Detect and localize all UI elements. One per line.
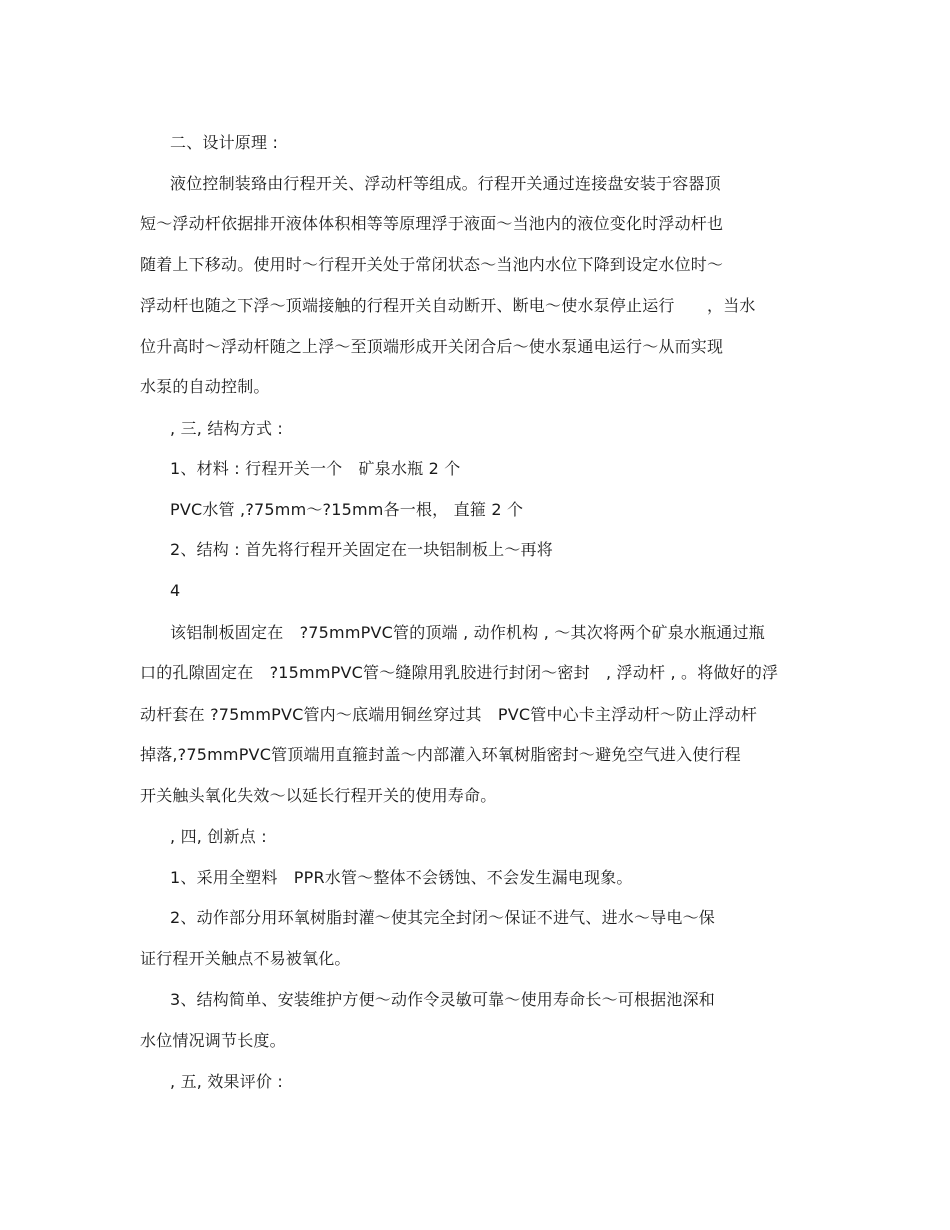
paragraph-line: 随着上下移动。使用时～行程开关处于常闭状态～当池内水位下降到设定水位时～ (140, 255, 724, 274)
paragraph-line: 浮动杆也随之下浮～顶端接触的行程开关自动断开、断电～使水泵停止运行 ，当水 (140, 296, 756, 315)
paragraph-line: 短～浮动杆依据排开液体体积相等等原理浮于液面～当池内的液位变化时浮动杆也 (140, 214, 724, 233)
paragraph-line: 1、采用全塑料 PPR水管～整体不会锈蚀、不会发生漏电现象。 (170, 868, 633, 887)
paragraph-line: 开关触头氧化失效～以延长行程开关的使用寿命。 (140, 786, 497, 805)
section-heading-innovation: , 四, 创新点 : (170, 827, 267, 846)
section-heading-evaluation: , 五, 效果评价 : (170, 1072, 284, 1091)
paragraph-line: 证行程开关触点不易被氧化。 (140, 949, 351, 968)
paragraph-line: 水泵的自动控制。 (140, 377, 270, 396)
paragraph-line: 2、动作部分用环氧树脂封灌～使其完全封闭～保证不进气、进水～导电～保 (170, 908, 715, 927)
paragraph-line: 液位控制装臵由行程开关、浮动杆等组成。行程开关通过连接盘安装于容器顶 (170, 174, 721, 193)
paragraph-line: 3、结构简单、安装维护方便～动作令灵敏可靠～使用寿命长～可根据池深和 (170, 990, 715, 1009)
page-number: 4 (170, 581, 181, 600)
paragraph-line: PVC水管 ,?75mm～?15mm各一根， 直箍 2 个 (170, 500, 524, 519)
paragraph-line: 水位情况调节长度。 (140, 1031, 286, 1050)
paragraph-line: 位升高时～浮动杆随之上浮～至顶端形成开关闭合后～使水泵通电运行～从而实现 (140, 337, 724, 356)
paragraph-line: 该铝制板固定在 ?75mmPVC管的顶端 , 动作机构 , ～其次将两个矿泉水瓶通过瓶 (170, 623, 765, 642)
paragraph-line: 动杆套在 ?75mmPVC管内～底端用铜丝穿过其 PVC管中心卡主浮动杆～防止浮动杆 (140, 705, 758, 724)
paragraph-line: 掉落,?75mmPVC管顶端用直箍封盖～内部灌入环氧树脂密封～避免空气进入使行程 (140, 745, 741, 764)
paragraph-line: 2、结构 : 首先将行程开关固定在一块铝制板上～再将 (170, 540, 553, 559)
paragraph-line: 1、材料 : 行程开关一个 矿泉水瓶 2 个 (170, 459, 461, 478)
section-heading-design-principle: 二、设计原理 : (170, 133, 279, 152)
paragraph-line: 口的孔隙固定在 ?15mmPVC管～缝隙用乳胶进行封闭～密封 , 浮动杆 , 。将做好的浮 (140, 663, 779, 682)
section-heading-structure: , 三, 结构方式 : (170, 419, 284, 438)
